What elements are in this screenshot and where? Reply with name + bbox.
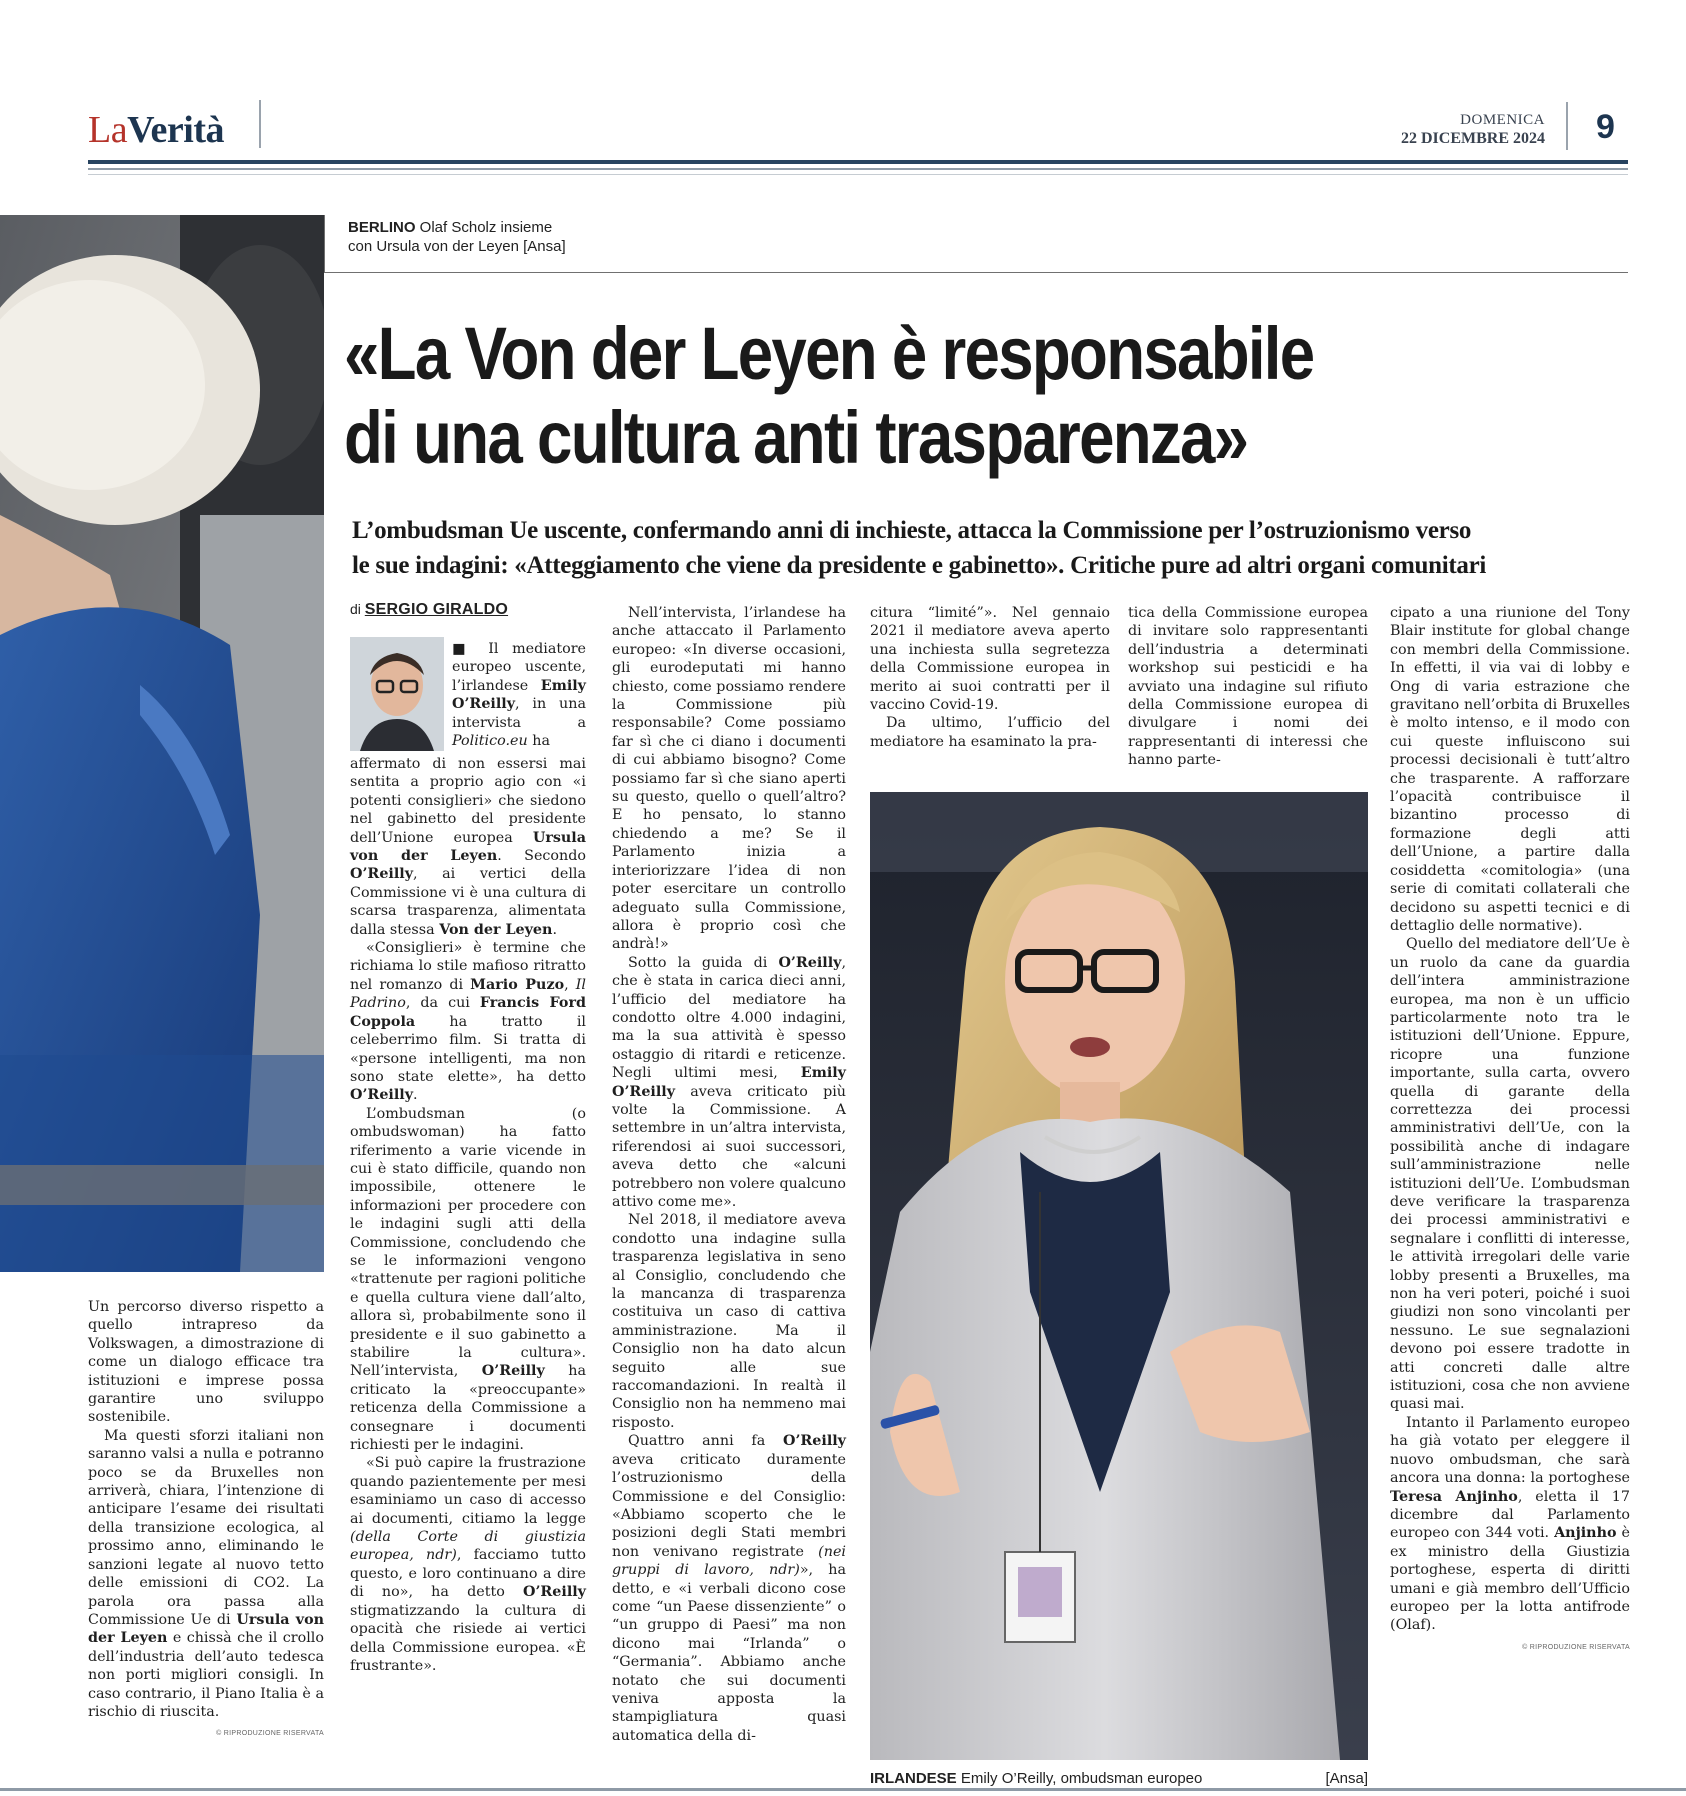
article-column-4: tica della Commissione europea di invitare solo rappresentanti dell’industria a determinati workshop sui pesticidi e ha avviato una indagine sul rifiuto della Commissione europea di divulgare i nomi dei rappresentanti di interessi che hanno parte- [1128,605,1368,769]
subheadline: L’ombudsman Ue uscente, confermando anni di inchieste, attacca la Commissione per l’ostruzionismo verso le sue indagini: «Atteggiamento che viene da presidente e gabinetto». Critiche pure ad altri organi comunitari [352,517,1487,579]
date-weekday: DOMENICA [1460,112,1545,128]
author-photo [350,637,444,751]
copyright-note: © RIPRODUZIONE RISERVATA [1522,1643,1630,1651]
caption-divider [324,215,325,273]
header-rule-tertiary [88,174,1628,175]
photo-emily-oreilly [870,792,1368,1760]
article-column-1-top: ■ Il mediatore europeo uscente, l’irlandese Emily O’Reilly, in una intervista a Politico.eu ha [452,641,586,750]
header-rule-secondary [88,168,1628,170]
footer-rule [0,1788,1686,1791]
article-column-1: affermato di non essersi mai sentita a proprio agio con «i potenti consiglieri» che siedono nel gabinetto del presidente dell’Unione europea Ursula von der Leyen. Secondo O’Reilly, ai vertici della Commissione vi è una cultura di scarsa trasparenza, alimentata dalla stessa Von der Leyen. «Consiglieri» è termine che richiama lo stile mafioso ritratto nel romanzo di Mario Puzo, Il Padrino, da cui Francis Ford Coppola ha tratto il celeberrimo film. Si tratta di «persone intelligenti, ma non sono state elette», ha detto O’Reilly. L’ombudsman (o ombudswoman) ha fatto riferimento a varie vicende in cui è stato difficile, quando non impossibile, ottenere le informazioni per procedere con le indagini sugli atti della Commissione, concludendo che se le informazioni vengono «trattenute per ragioni politiche e quella cultura viene dall’alto, allora sì, probabilmente sono il presidente e il suo gabinetto a stabilire la cultura». Nell’intervista, O’Reilly ha criticato la «preoccupante» reticenza della Commissione a consegnare i documenti richiesti per le indagini. «Si può capire la frustrazione quando pazientemente per mesi esaminiamo un caso di accesso ai documenti, citiamo la legge (della Corte di giustizia europea, ndr), facciamo tutto questo, e loro continuano a dire di no», ha detto O’Reilly stigmatizzando la cultura di opacità che risiede ai vertici della Commissione europea. «È frustrante». [350,756,586,1674]
article-column-3: citura “limité”». Nel gennaio 2021 il mediatore aveva aperto una inchiesta sulla segretezza della Commissione europea in merito ai suoi contratti per il vaccino Covid-19. Da ultimo, l’ufficio del mediatore ha esaminato la pra- [870,605,1110,750]
date-full: 22 DICEMBRE 2024 [1400,130,1545,147]
copyright-note-left: © RIPRODUZIONE RISERVATA [216,1730,324,1738]
photo-caption-top: BERLINO Olaf Scholz insieme con Ursula von der Leyen [Ansa] [348,219,566,255]
photo-credit: [Ansa] [1325,1770,1368,1787]
byline: di SERGIO GIRALDO [350,601,509,618]
masthead-logo: LaVerità [88,109,224,151]
photo-caption-main: IRLANDESE Emily O’Reilly, ombudsman europeo [Ansa] [870,1770,1368,1787]
header-divider-right [1566,102,1568,150]
previous-article-column: Un percorso diverso rispetto a quello intrapreso da Volkswagen, a dimostrazione di come un dialogo efficace tra istituzioni e imprese possa garantire uno sviluppo sostenibile. Ma questi sforzi italiani non saranno valsi a nulla e potranno poco se da Bruxelles non arriverà, chiara, l’intenzione di anticipare l’esame dei risultati della transizione ecologica, al prossimo anno, eliminando le sanzioni legate al nuovo tetto delle emissioni di CO2. La parola ora passa alla Commissione Ue di Ursula von der Leyen e chissà che il crollo dell’industria dell’auto tedesca non porti migliori consigli. In caso contrario, il Piano Italia è a rischio di riuscita. © RIPRODUZIONE RISERVATA [88,1298,324,1744]
page-number: 9 [1596,108,1615,146]
header-rule [88,160,1628,164]
caption-rule [324,272,1628,273]
article-column-2: Nell’intervista, l’irlandese ha anche attaccato il Parlamento europeo: «In diverse occasioni, gli eurodeputati mi hanno chiesto, come possiamo rendere la Commissione più responsabile? Come possiamo far sì che ci diano i documenti di cui abbiamo bisogno? Come possiamo far sì che siano aperti su questo, quello o quell’altro? E ho pensato, lo stanno chiedendo a me? Se il Parlamento inizia a interiorizzare l’idea di non poter esercitare un controllo adeguato sulla Commissione, allora è proprio così che andrà!» Sotto la guida di O’Reilly, che è stata in carica dieci anni, l’ufficio del mediatore ha condotto oltre 4.000 indagini, ma la sua attività è spesso ostaggio di ritardi e reticenze. Negli ultimi mesi, Emily O’Reilly aveva criticato più volte la Commissione. A settembre in un’altra intervista, riferendosi ai suoi successori, aveva detto che «alcuni potrebbero non volere qualcuno attivo come me». Nel 2018, il mediatore aveva condotto una indagine sulla trasparenza legislativa in seno al Consiglio, concludendo che la mancanza di trasparenza costituiva un caso di cattiva amministrazione. Ma il Consiglio non ha dato alcun seguito alle sue raccomandazioni. In realtà il Consiglio non ha nemmeno mai risposto. Quattro anni fa O’Reilly aveva criticato duramente l’ostruzionismo della Commissione e del Consiglio: «Abbiamo scoperto che le posizioni degli Stati membri non venivano registrate (nei gruppi di lavoro, ndr)», ha detto, e «i verbali dicono cose come “un Paese dissenziente” o “un gruppo di Paesi” ma non dicono mai “Irlanda” o “Germania”. Abbiamo anche notato che sui documenti veniva apposta la stampigliatura quasi automatica della di- [612,605,846,1744]
headline: «La Von der Leyen è responsabile di una cultura anti trasparenza» [344,312,1314,479]
photo-scholz-von-der-leyen [0,215,324,1272]
article-column-5: cipato a una riunione del Tony Blair institute for global change con membri della Commissione. In effetti, il via vai di lobby e Ong di varia estrazione che gravitano nell’orbita di Bruxelles è molto intenso, e il modo con cui queste influiscono sui processi decisionali è tutt’altro che trasparente. A rafforzare l’opacità contribuisce il bizantino processo di formazione degli atti dell’Unione, a partire dalla cosiddetta «comitologia» (una serie di comitati collaterali che decidono su aspetti tecnici e di dettaglio delle normative). Quello del mediatore dell’Ue è un ruolo da cane da guardia dell’intera amministrazione europea, ma non è un ufficio particolarmente noto tra le istituzioni dell’Unione. Eppure, ricopre una funzione importante, sulla carta, ovvero quella di garante della correttezza dei processi amministrativi dell’Ue, con la possibilità anche di indagare sull’amministrazione nelle istituzioni dell’Ue. L’ombudsman deve verificare la trasparenza dei processi amministrativi e segnalare i conflitti di interesse, le attività irregolari delle varie lobby presenti a Bruxelles, ma non ha veri poteri, poiché i suoi giudizi non sono vincolanti per nessuno. Le sue segnalazioni devono poi essere tradotte in atti concreti dalle altre istituzioni, cosa che non avviene quasi mai. Intanto il Parlamento europeo ha già votato per eleggere il nuovo ombudsman, che sarà ancora una donna: la portoghese Teresa Anjinho, eletta il 17 dicembre dal Parlamento europeo con 344 voti. Anjinho è ex ministro della Giustizia portoghese, esperta di diritti umani e già membro dell’Ufficio europeo per la lotta antifrode (Olaf). © RIPRODUZIONE RISERVATA [1390,604,1630,1657]
header-divider [259,100,261,148]
